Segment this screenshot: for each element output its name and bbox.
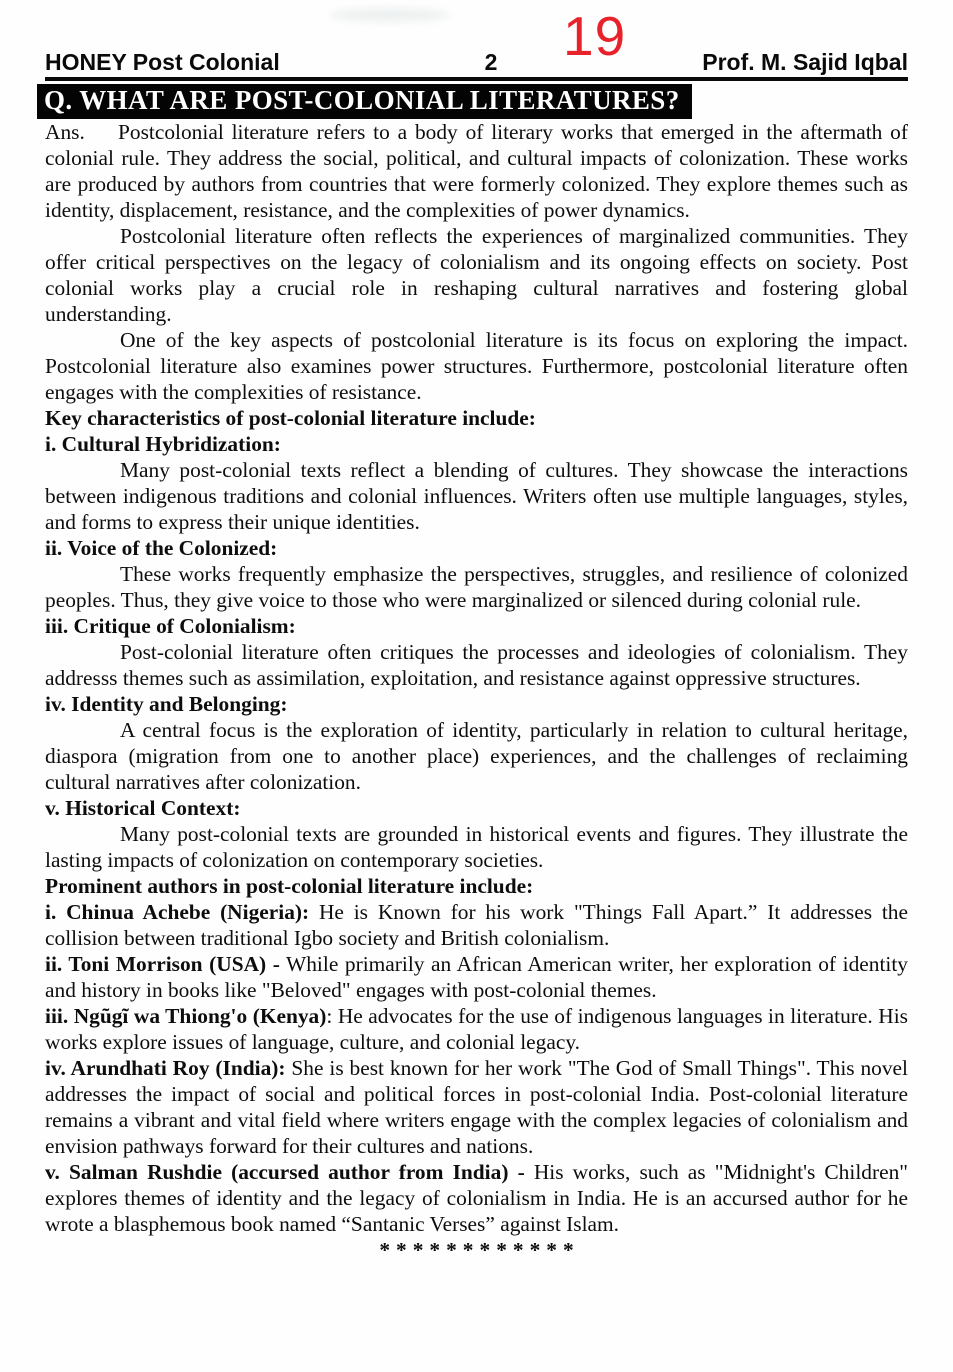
author-4-name: iv. Arundhati Roy (India): [45, 1056, 286, 1081]
author-4-description: She is best known for her work "The God of Small Things". This novel addresses the impact of social and political forces in post-colonial India. Post-colonial literature remains a vibrant and vital field where writers engage with the complex legacies of colonialism and envision pathways forward for their cultures and nations. [45, 1056, 908, 1159]
characteristic-1-title: i. Cultural Hybridization: [45, 432, 281, 457]
author-5-name: v. Salman Rushdie (accursed author from India) - [45, 1160, 525, 1185]
author-item-4 [45, 1055, 908, 1159]
answer-paragraph-2: Postcolonial literature often reflects the experiences of marginalized communities. They offer critical perspectives on the legacy of colonialism and its ongoing effects on society. Post colonial works play a crucial role in reshaping cultural narratives and fostering global understanding. [45, 224, 908, 327]
scan-artifact [330, 8, 450, 22]
answer-label: Ans. [45, 120, 85, 145]
author-1-description: He is Known for his work "Things Fall Apart.” It addresses the collision between traditional Igbo society and British colonialism. [45, 900, 908, 951]
author-3-name: iii. Ngũgĩ wa Thiong'o (Kenya) [45, 1004, 327, 1029]
answer-paragraph-1-text: Postcolonial literature refers to a body of literary works that emerged in the aftermath of colonial rule. They address the social, political, and cultural impacts of colonization. These works are produced by authors from countries that were formerly colonized. They explore themes such as identity, displacement, resistance, and the complexities of power dynamics. [45, 120, 908, 223]
characteristic-2-body: These works frequently emphasize the perspectives, struggles, and resilience of colonized peoples. Thus, they give voice to those who were marginalized or silenced during colonial rule. [45, 562, 908, 613]
characteristic-2-title: ii. Voice of the Colonized: [45, 536, 278, 561]
answer-body [45, 119, 908, 1263]
author-2-name: ii. Toni Morrison (USA) - [45, 952, 280, 977]
author-item-1 [45, 899, 908, 951]
characteristic-4-body: A central focus is the exploration of identity, particularly in relation to cultural heritage, diaspora (migration from one to another place) experiences, and the challenges of reclaiming cultural narratives after colonization. [45, 718, 908, 795]
page-header [45, 50, 908, 81]
characteristic-3-body: Post-colonial literature often critiques the processes and ideologies of colonialism. They addresss themes such as assimilation, exploitation, and resistance against oppressive structures. [45, 640, 908, 691]
characteristic-3-title: iii. Critique of Colonialism: [45, 614, 296, 639]
question-title: Q. WHAT ARE POST-COLONIAL LITERATURES? [37, 84, 692, 119]
characteristic-1-body: Many post-colonial texts reflect a blending of cultures. They showcase the interactions between indigenous traditions and colonial influences. Writers often use multiple languages, styles, and forms to express their unique identities. [45, 458, 908, 535]
characteristic-4-title: iv. Identity and Belonging: [45, 692, 288, 717]
header-professor-name: Prof. M. Sajid Iqbal [702, 49, 908, 75]
authors-heading: Prominent authors in post-colonial literature include: [45, 874, 534, 899]
header-page-number: 2 [484, 49, 498, 75]
answer-paragraph-3: One of the key aspects of postcolonial literature is its focus on exploring the impact. Postcolonial literature also examines power structures. Furthermore, postcolonial literature often engages with the complexities of resistance. [45, 328, 908, 405]
end-separator: ************ [379, 1238, 580, 1263]
header-course-title: HONEY Post Colonial [45, 49, 280, 75]
author-item-5 [45, 1159, 908, 1237]
characteristic-5-title: v. Historical Context: [45, 796, 241, 821]
characteristic-5-body: Many post-colonial texts are grounded in historical events and figures. They illustrate the lasting impacts of colonization on contemporary societies. [45, 822, 908, 873]
answer-paragraph-1 [45, 119, 908, 223]
author-2-description: While primarily an African American writer, her exploration of identity and history in books like "Beloved" engages with post-colonial themes. [45, 952, 908, 1003]
author-item-2 [45, 951, 908, 1003]
author-item-3 [45, 1003, 908, 1055]
characteristics-heading: Key characteristics of post-colonial literature include: [45, 406, 536, 431]
author-1-name: i. Chinua Achebe (Nigeria): [45, 900, 310, 925]
sheet-number-red: 19 [563, 5, 627, 67]
author-5-description: His works, such as "Midnight's Children" explores themes of identity and the legacy of colonialism in India. He is an accursed author for he wrote a blasphemous book named “Santanic Verses” against Islam. [45, 1160, 908, 1237]
author-3-description: : He advocates for the use of indigenous languages in literature. His works explore issues of language, culture, and colonial legacy. [45, 1004, 908, 1055]
